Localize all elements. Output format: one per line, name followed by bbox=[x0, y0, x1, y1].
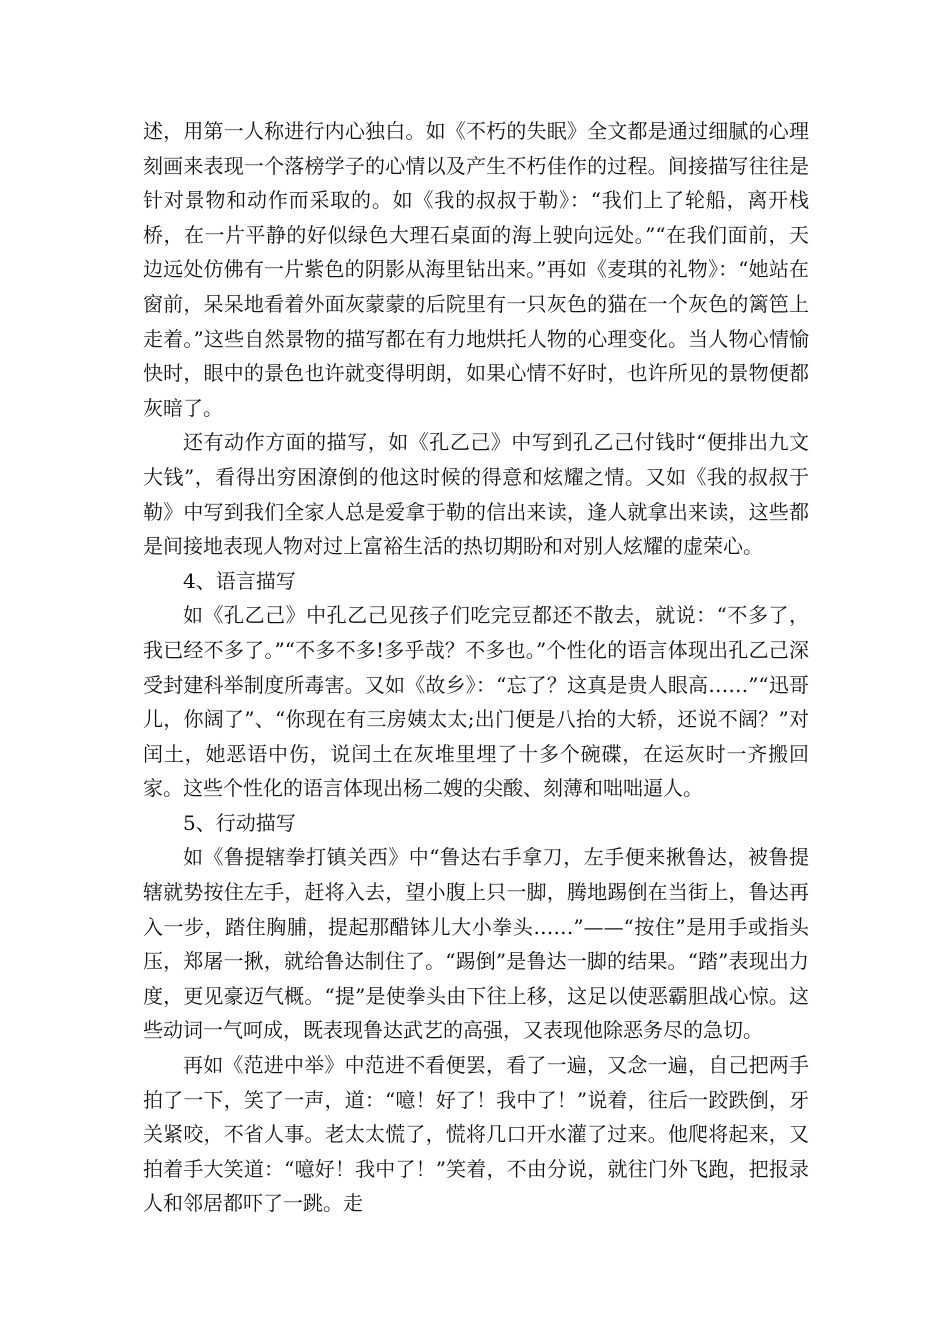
document-body bbox=[143, 114, 809, 1221]
paragraph-fan-jin-example: 再如《范进中举》中范进不看便罢，看了一遍，又念一遍，自己把两手拍了一下，笑了一声，道：“噫！好了！我中了！”说着，往后一跤跌倒，牙关紧咬，不省人事。老太太慌了，慌将几口开水灌了过来。他爬将起来，又拍着手大笑道：“噫好！我中了！”笑着，不由分说，就往门外飞跑，把报录人和邻居都吓了一跳。走 bbox=[143, 1053, 809, 1216]
paragraph-lu-da-example: 如《鲁提辖拳打镇关西》中“鲁达右手拿刀，左手便来揪鲁达，被鲁提辖就势按住左手，赶将入去，望小腹上只一脚，腾地踢倒在当街上，鲁达再入一步，踏住胸脯，提起那醋钵儿大小拳头……”——“按住”是用手或指头压，郑屠一揪，就给鲁达制住了。“踢倒”是鲁达一脚的结果。“踏”表现出力度，更见豪迈气概。“提”是使拳头由下往上移，这足以使恶霸胆战心惊。这些动词一气呵成，既表现鲁达武艺的高强，又表现他除恶务尽的急切。 bbox=[143, 845, 809, 1043]
paragraph-inner-monologue: 述，用第一人称进行内心独白。如《不朽的失眠》全文都是通过细腻的心理刻画来表现一个落榜学子的心情以及产生不朽佳作的过程。间接描写往往是针对景物和动作而采取的。如《我的叔叔于勒》：“我们上了轮船，离开栈桥，在一片平静的好似绿色大理石桌面的海上驶向远处。”“在我们面前，天边远处仿佛有一片紫色的阴影从海里钻出来。”再如《麦琪的礼物》：“她站在窗前，呆呆地看着外面灰蒙蒙的后院里有一只灰色的猫在一个灰色的篱笆上走着。”这些自然景物的描写都在有力地烘托人物的心理变化。当人物心情愉快时，眼中的景色也许就变得明朗，如果心情不好时，也许所见的景物便都灰暗了。 bbox=[143, 119, 809, 420]
section-heading-language: 4、语言描写 bbox=[183, 568, 296, 593]
paragraph-action-description: 还有动作方面的描写，如《孔乙己》中写到孔乙己付钱时“便排出九文大钱”，看得出穷困潦倒的他这时候的得意和炫耀之情。又如《我的叔叔于勒》中写到我们全家人总是爱拿于勒的信出来读，逢人就拿出来读，这些都是间接地表现人物对过上富裕生活的热切期盼和对别人炫耀的虚荣心。 bbox=[143, 430, 809, 559]
section-heading-action: 5、行动描写 bbox=[183, 810, 296, 835]
paragraph-language-examples: 如《孔乙己》中孔乙己见孩子们吃完豆都还不散去，就说：“不多了，我已经不多了。”“不多不多!多乎哉？不多也。”个性化的语言体现出孔乙己深受封建科举制度所毒害。又如《故乡》：“忘了？这真是贵人眼高……”“迅哥儿，你阔了”、“你现在有三房姨太太;出门便是八抬的大轿，还说不阔？”对闰土，她恶语中伤，说闰土在灰堆里埋了十多个碗碟，在运灰时一齐搬回家。这些个性化的语言体现出杨二嫂的尖酸、刻薄和咄咄逼人。 bbox=[143, 603, 809, 801]
